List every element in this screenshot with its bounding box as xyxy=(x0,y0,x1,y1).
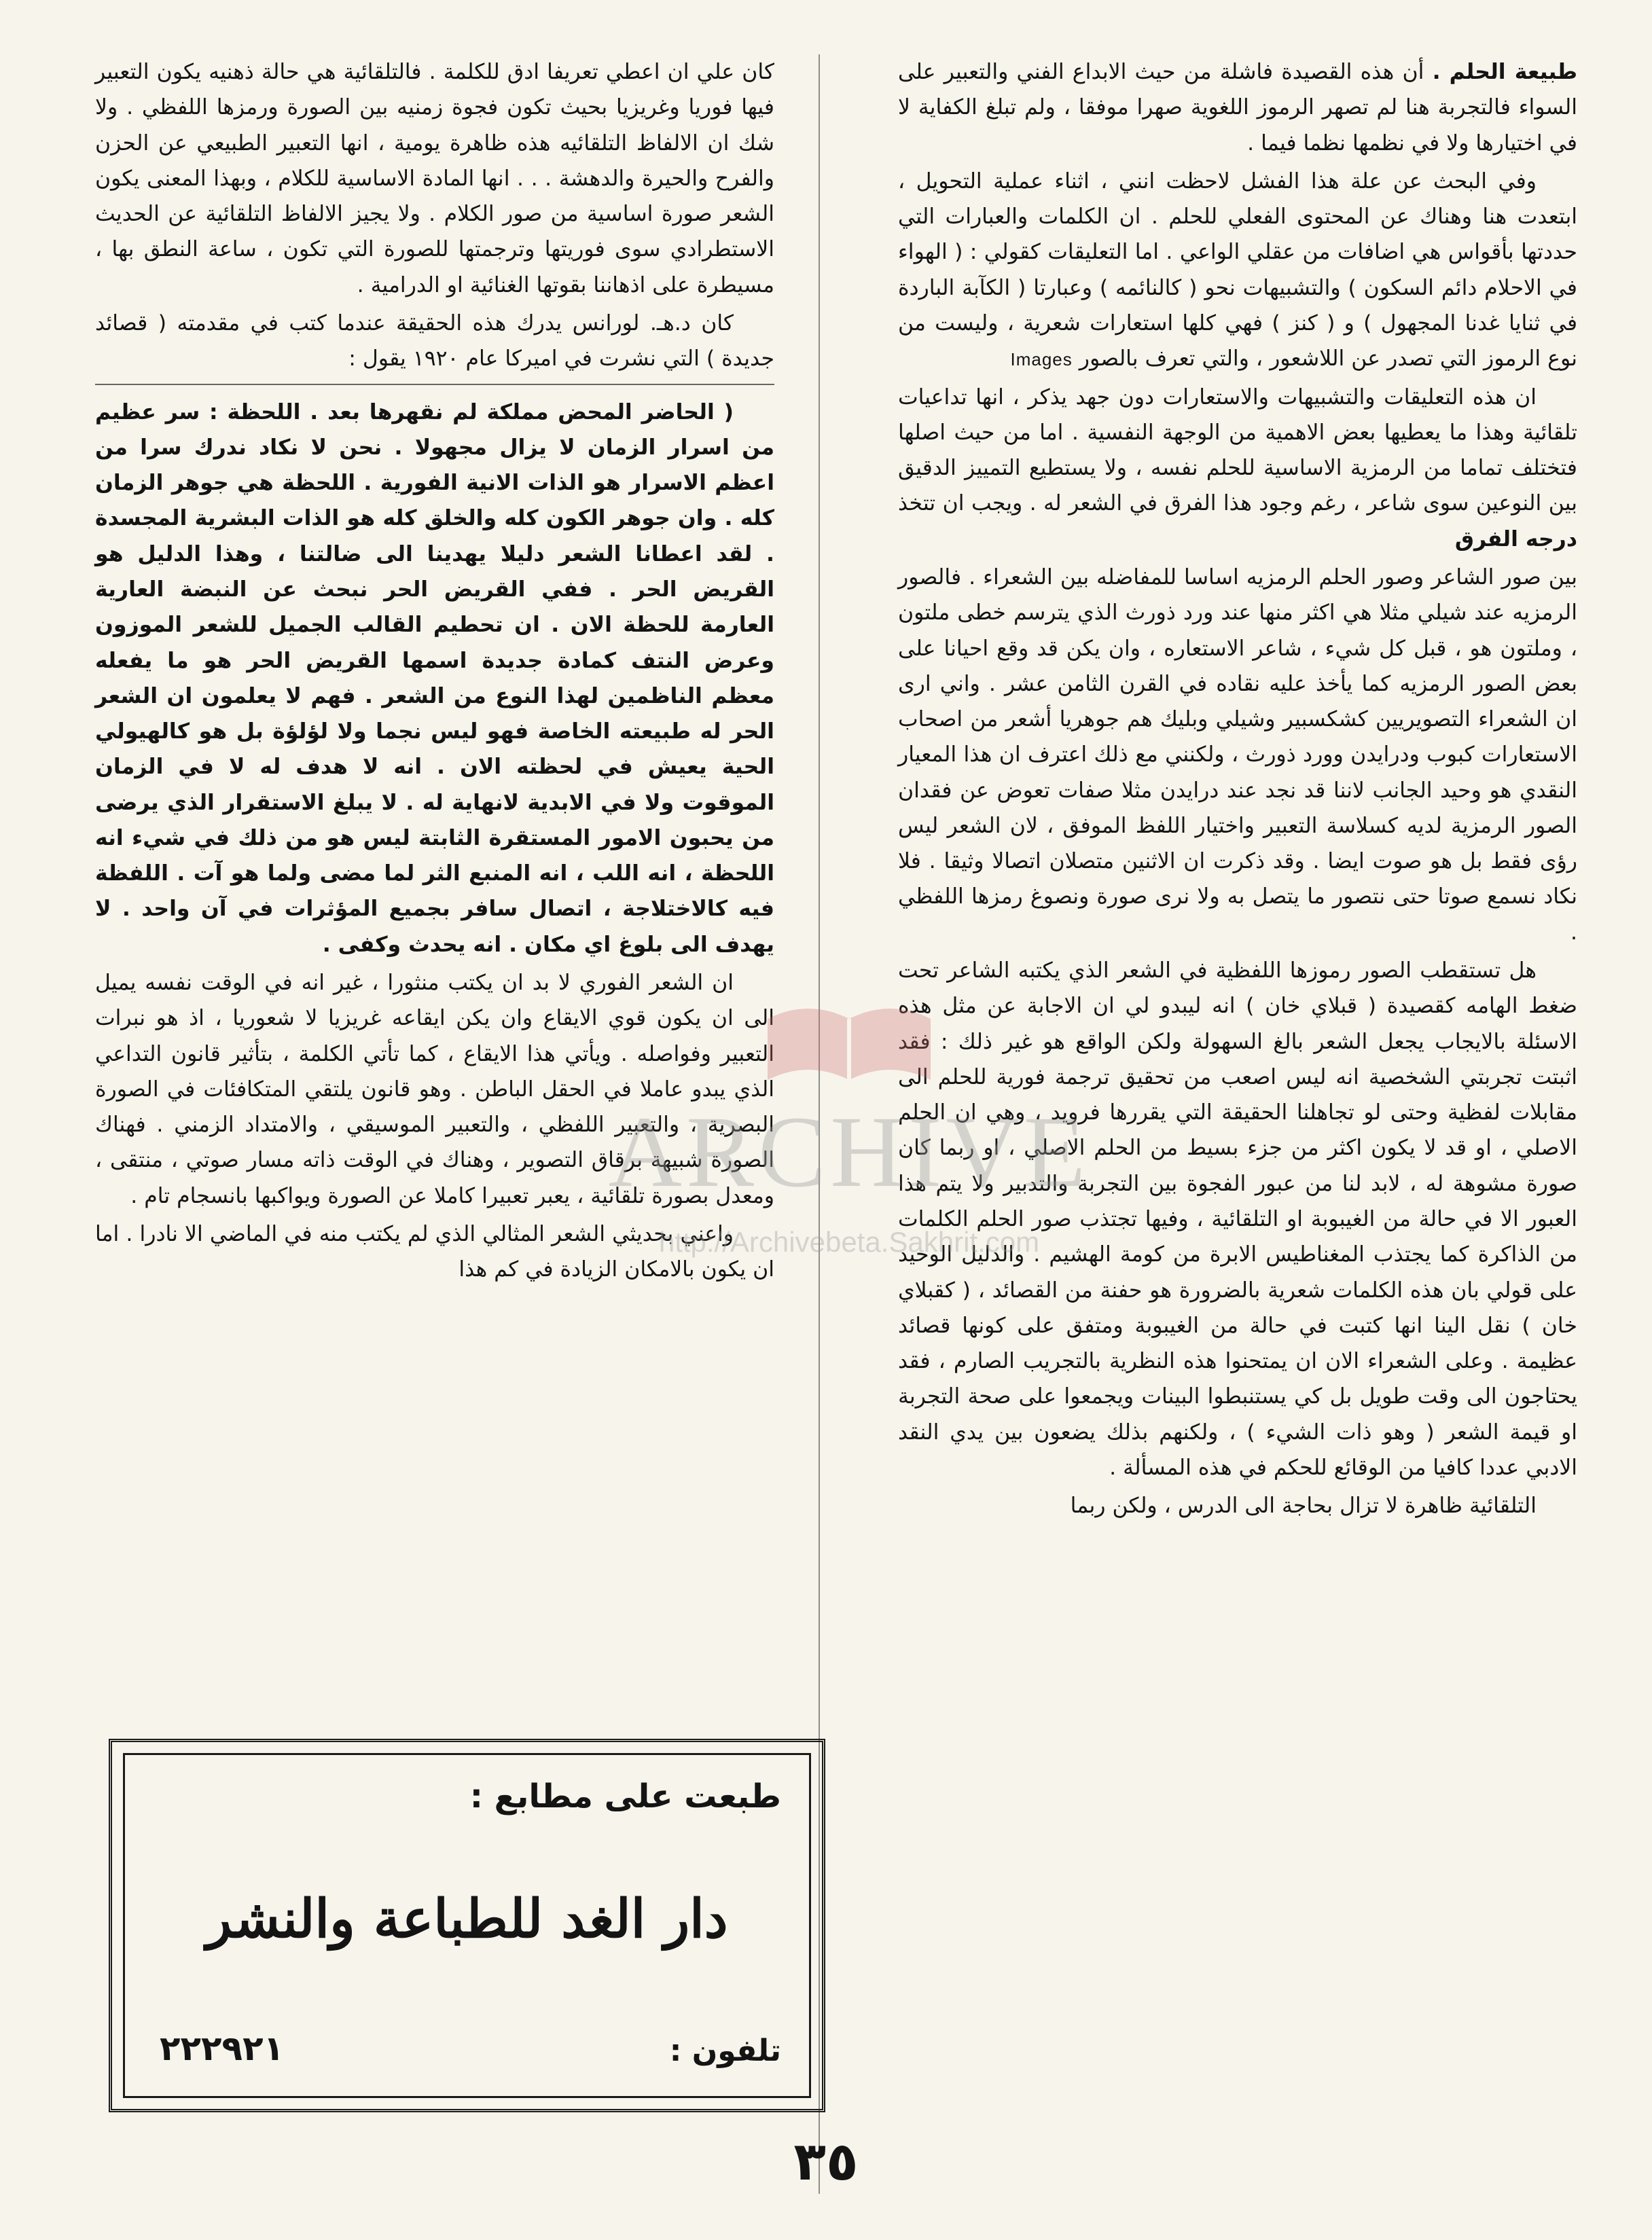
paragraph: التلقائية ظاهرة لا تزال بحاجة الى الدرس ، ولكن ربما xyxy=(1070,1494,1537,1519)
paragraph: وفي البحث عن علة هذا الفشل لاحظت انني ، اثناء عملية التحويل ، ابتعدت هنا وهناك عن المحتوى الفعلي للحلم . ان الكلمات والعبارات التي حددتها بأقواس هي اضافات من عقلي الواعي . اما التعليقات كقولي : ( الهواء في الاحلام دائم السكون ) والتشبيهات نحو ( كالنائمه ) وعبارتا ( الكآبة الباردة في ثنايا غدنا المجهول ) و ( كنز ) فهي كلها استعارات شعرية ، وليست من نوع الرموز التي تصدر عن اللاشعور ، والتي تعرف بالصور Images xyxy=(898,168,1577,372)
watermark-url: http://Archivebeta.Sakhrit.com xyxy=(658,1226,1040,1258)
quotation: ( الحاضر المحض مملكة لم نقهرها بعد . اللحظة : سر عظيم من اسرار الزمان لا يزال مجهولا . نحن لا نكاد ندرك سرا من اعظم الاسرار هو الذات الانية الفورية . اللحظة هي جوهر الزمان كله . وان جوهر الكون كله والخلق كله هو الذات البشرية المجسدة . لقد اعطانا الشعر دليلا يهدينا الى ضالتنا ، وهذا الدليل هو القريض الحر . ففي القريض الحر نبحث عن النبضة العارية العارمة للحظة الان . ان تحطيم القالب الجميل للشعر الموزون وعرض النتف كمادة جديدة اسمها القريض الحر هو ما يفعله معظم الناظمين لهذا النوع من الشعر . فهم لا يعلمون ان الشعر الحر له طبيعته الخاصة فهو ليس نجما ولا لؤلؤة بل هو كالهيولي الحية يعيش في لحظته الان . انه لا هدف له لا في الزمان الموقوت ولا في الابدية لانهاية له . لا يبلغ الاستقرار الذي يرضى من يحبون الامور المستقرة الثابتة ليس هو من ذلك في شيء انه اللحظة ، انه اللب ، انه المنبع الثر لما مضى ولما هو آت . اللفظة فيه كالاختلاجة ، اتصال سافر بجميع المؤثرات في آن واحد . لا يهدف الى بلوغ اي مكان . انه يحدث وكفى . xyxy=(95,399,774,957)
paragraph: واعني بحديثي الشعر المثالي الذي لم يكتب منه في الماضي الا نادرا . اما ان يكون بالامكان الزيادة في كم هذا xyxy=(95,1222,774,1282)
bold-phrase: درجه الفرق xyxy=(1454,526,1577,552)
images-word: Images xyxy=(1010,349,1073,370)
page-number: ٣٥ xyxy=(793,2131,859,2192)
left-column xyxy=(95,54,774,1640)
phone-number: ٢٢٢٩٢١ xyxy=(160,2029,285,2068)
ad-heading: طبعت على مطابع : xyxy=(469,1777,781,1816)
watermark-word: ARCHIVE xyxy=(608,1096,1090,1208)
press-name: دار الغد للطباعة والنشر xyxy=(206,1888,728,1950)
phone-label: تلفون : xyxy=(669,2034,781,2068)
separator-line xyxy=(95,384,774,385)
paragraph: بين صور الشاعر وصور الحلم الرمزيه اساسا للمفاضله بين الشعراء . فالصور الرمزيه عند شيلي مثلا هي اكثر منها عند ورد ذورث الذي يترسم خطى ملتون ، وملتون هو ، قبل كل شيء ، شاعر الاستعاره ، وان يكن قد وقع احيانا على بعض الصور الرمزيه كما يأخذ عليه نقاده في القرن الثامن عشر . واني ارى ان الشعراء التصويريين كشكسبير وشيلي وبليك هم جوهريا أشعر من اصحاب الاستعارات كبوب ودرايدن وورد ذورث ، ولكنني مع ذلك اعترف ان هذا المعيار النقدي هو وحيد الجانب لاننا قد نجد عند درايدن مثلا صفات تعوض عن فقدان الصور الرمزية لديه كسلاسة التعبير واختيار اللفظ الموفق ، لان الشعر ليس رؤى فقط بل هو صوت ايضا . وقد ذكرت ان الاثنين متصلان اتصالا وثيقا . فلا نكاد نسمع صوتا حتى نتصور ما يتصل به ولا نرى صورة ونصوغ رمزها اللفظي . xyxy=(898,564,1577,945)
paragraph: طبيعة الحلم . أن هذه القصيدة فاشلة من حيث الابداع الفني والتعبير على السواء فالتجربة هنا لم تصهر الرموز اللغوية صهرا موفقا ، ولم تبلغ الكفاية لا في اختيارها ولا في نظمها نظما فيما . xyxy=(898,60,1577,156)
printer-ad-box xyxy=(109,1739,825,2112)
bold-lead: طبيعة الحلم . xyxy=(1432,60,1577,84)
paragraph: ان هذه التعليقات والتشبيهات والاستعارات دون جهد يذكر ، انها تداعيات تلقائية وهذا ما يعطيها بعض الاهمية من الوجهة النفسية . اما من حيث اصلها فتختلف تماما من الرمزية الاساسية للحلم نفسه ، ولا يستطيع التمييز الدقيق بين النوعين سوى شاعر ، رغم وجود هذا الفرق في الشعر له . ويجب ان تتخذ درجه الفرق xyxy=(898,384,1577,552)
paragraph: ان الشعر الفوري لا بد ان يكتب منثورا ، غير انه في الوقت نفسه يميل الى ان يكون قوي الايقاع وان يكن ايقاعه غريزيا لا شعوريا ، اذ هو نبرات التعبير وفواصله . ويأتي هذا الايقاع ، كما تأتي الكلمة ، بتأثير قانون التداعي الذي يبدو عاملا في الحقل الباطن . وهو قانون يلتقي المتكافئات في الصورة البصرية ، والتعبير اللفظي ، والتعبير الموسيقي ، والامتداد الزمني . فهناك الصورة شبيهة برقاق التصوير ، وهناك في الوقت ذاته مسار صوتي ، منتقى ، ومعدل بصورة تلقائية ، يعبر تعبيرا كاملا عن الصورة ويواكبها بانسجام تام . xyxy=(95,971,774,1208)
right-column xyxy=(898,54,1577,2167)
paragraph: كان علي ان اعطي تعريفا ادق للكلمة . فالتلقائية هي حالة ذهنيه يكون التعبير فيها فوريا وغريزيا بحيث تكون فجوة زمنيه بين الصورة ورمزها اللفظي . ولا شك ان الالفاظ التلقائيه هذه ظاهرة يومية ، انها التعبير الطبيعي عن الحزن والفرح والحيرة والدهشة . . . انها المادة الاساسية للكلام ، وبهذا المعنى يكون الشعر صورة اساسية من صور الكلام . ولا يجيز الالفاظ التلقائية عن الحديث الاستطرادي سوى فوريتها وترجمتها للصورة التي تكون ، ساعة النطق بها ، مسيطرة على اذهاننا بقوتها الغنائية او الدرامية . xyxy=(95,60,774,297)
paragraph: هل تستقطب الصور رموزها اللفظية في الشعر الذي يكتبه الشاعر تحت ضغط الهامه كقصيدة ( قبلاي خان ) انه ليبدو لي ان الاجابة عن مثل هذه الاسئلة بالايجاب يجعل الشعر بالغ السهولة ولكن الواقع هو غير ذلك : فقد اثبتت تجربتي الشخصية انه ليس اصعب من تحقيق ترجمة فورية للحلم الى مقابلات لفظية وحتى لو تجاهلنا الحقيقة التي يقررها فرويد ، وهي ان الحلم الاصلي ، او قد لا يكون اكثر من جزء بسيط من الحلم الاصلي ، او ربما كان صورة مشوهة له ، لابد لنا من عبور الفجوة بين التجربة والتدبير ولا يتم هذا العبور الا في حالة من الغيبوبة او التلقائية ، وفيها تجتذب صور الحلم الكلمات من الذاكرة كما يجتذب المغناطيس الابرة من كومة الهشيم . والدليل الوحيد على قولي بان هذه الكلمات شعرية بالضرورة هو حفنة من القصائد ، ( كقبلاي خان ) نقل الينا انها كتبت في حالة من الغيبوبة ومتفق على كونها قصائد عظيمة . وعلى الشعراء الان ان يمتحنوا هذه النظرية بالتجريب الصارم ، فقد يحتاجون الى وقت طويل بل كي يستنبطوا البينات ويجمعوا على صحة التجربة او قيمة الشعر ( وهو ذات الشيء ) ، ولكنهم بذلك يضعون بين يدي النقد الادبي عددا كافيا من الوقائع للحكم في هذه المسألة . xyxy=(898,958,1577,1480)
paragraph: كان د.هـ. لورانس يدرك هذه الحقيقة عندما كتب في مقدمته ( قصائد جديدة ) التي نشرت في اميركا عام ١٩٢٠ يقول : xyxy=(95,310,774,372)
